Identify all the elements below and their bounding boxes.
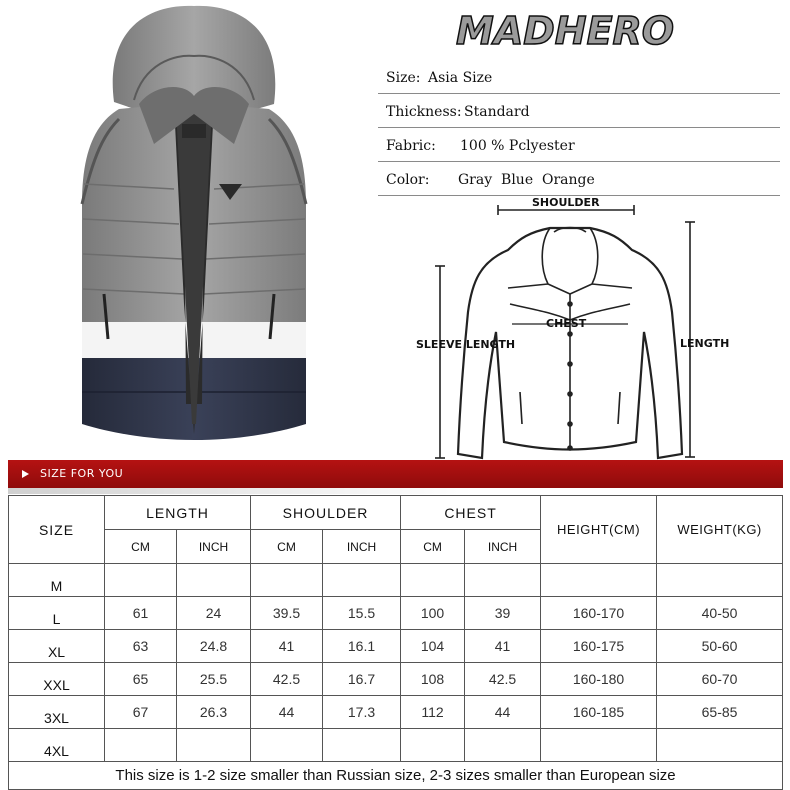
shoulder-cm-cell [251,729,323,762]
size-cell: XL [9,630,105,663]
weight-cell: 65-85 [657,696,783,729]
size-cell: 3XL [9,696,105,729]
chest-header: CHEST [401,496,541,530]
size-note: This size is 1-2 size smaller than Russian size, 2-3 sizes smaller than European size [9,762,783,790]
shoulder-label: SHOULDER [532,196,600,209]
shoulder-header: SHOULDER [251,496,401,530]
length-inch-cell: 25.5 [177,663,251,696]
size-banner [8,460,783,488]
weight-cell: 40-50 [657,597,783,630]
length-cm-cell: 67 [105,696,177,729]
height-cell [541,564,657,597]
table-header-row [9,496,783,530]
length-inch-cell: 24.8 [177,630,251,663]
height-cell: 160-175 [541,630,657,663]
height-cell [541,729,657,762]
table-row [9,729,783,762]
chest-inch-cell: 42.5 [465,663,541,696]
spec-row-color [378,162,780,196]
chest-cm-cell: 112 [401,696,465,729]
chest-inch-cell: 44 [465,696,541,729]
height-cell: 160-170 [541,597,657,630]
length-header: LENGTH [105,496,251,530]
spec-row-fabric [378,128,780,162]
weight-cell [657,729,783,762]
chest-inch-cell [465,729,541,762]
size-cell: M [9,564,105,597]
spec-row-thickness [378,94,780,128]
spec-key: Size: [386,70,421,86]
length-inch-cell [177,729,251,762]
height-cell: 160-180 [541,663,657,696]
weight-header: WEIGHT(KG) [657,496,783,564]
shoulder-cm-cell: 44 [251,696,323,729]
spec-key: Fabric: [386,138,436,154]
table-row [9,663,783,696]
size-cell: 4XL [9,729,105,762]
spec-value: Gray Blue Orange [458,172,595,188]
shoulder-inch-cell [323,564,401,597]
spec-row-size [378,60,780,94]
shoulder-inch-cell: 16.7 [323,663,401,696]
shoulder-inch-cell: 15.5 [323,597,401,630]
table-row [9,696,783,729]
length-inch-cell [177,564,251,597]
banner-shadow [8,488,783,494]
spec-key: Color: [386,172,430,188]
height-header: HEIGHT(CM) [541,496,657,564]
weight-cell [657,564,783,597]
logo-text: MADHERO [456,9,675,52]
unit-cell: INCH [323,530,401,564]
unit-cell: CM [251,530,323,564]
shoulder-cm-cell [251,564,323,597]
chest-cm-cell: 104 [401,630,465,663]
chest-inch-cell: 39 [465,597,541,630]
height-cell: 160-185 [541,696,657,729]
length-inch-cell: 24 [177,597,251,630]
chest-cm-cell [401,564,465,597]
chest-inch-cell: 41 [465,630,541,663]
shoulder-inch-cell [323,729,401,762]
length-cm-cell: 61 [105,597,177,630]
length-cm-cell [105,729,177,762]
shoulder-inch-cell: 17.3 [323,696,401,729]
chest-cm-cell [401,729,465,762]
table-row [9,630,783,663]
unit-cell: CM [105,530,177,564]
length-inch-cell: 26.3 [177,696,251,729]
brand-logo [450,6,690,52]
measurement-diagram [400,192,790,464]
table-note-row [9,762,783,790]
banner-title: SIZE FOR YOU [40,467,124,480]
unit-cell: CM [401,530,465,564]
size-cell: XXL [9,663,105,696]
size-header: SIZE [9,496,105,564]
weight-cell: 50-60 [657,630,783,663]
spec-key: Thickness: [386,104,462,120]
length-cm-cell: 63 [105,630,177,663]
unit-cell: INCH [465,530,541,564]
product-photo [74,4,314,450]
chest-cm-cell: 100 [401,597,465,630]
table-row [9,597,783,630]
length-label: LENGTH [680,337,730,350]
spec-value: Asia Size [428,70,493,86]
triangle-bullet-icon [22,470,29,478]
sleeve-length-label: SLEEVE LENGTH [416,338,516,351]
size-cell: L [9,597,105,630]
chest-inch-cell [465,564,541,597]
shoulder-cm-cell: 41 [251,630,323,663]
weight-cell: 60-70 [657,663,783,696]
chest-cm-cell: 108 [401,663,465,696]
length-cm-cell: 65 [105,663,177,696]
size-chart-table [8,495,783,790]
shoulder-inch-cell: 16.1 [323,630,401,663]
chest-label: CHEST [546,317,587,330]
length-cm-cell [105,564,177,597]
shoulder-cm-cell: 42.5 [251,663,323,696]
shoulder-cm-cell: 39.5 [251,597,323,630]
unit-cell: INCH [177,530,251,564]
table-row [9,564,783,597]
spec-value: 100 % Pclyester [460,138,575,154]
spec-value: Standard [464,104,530,120]
